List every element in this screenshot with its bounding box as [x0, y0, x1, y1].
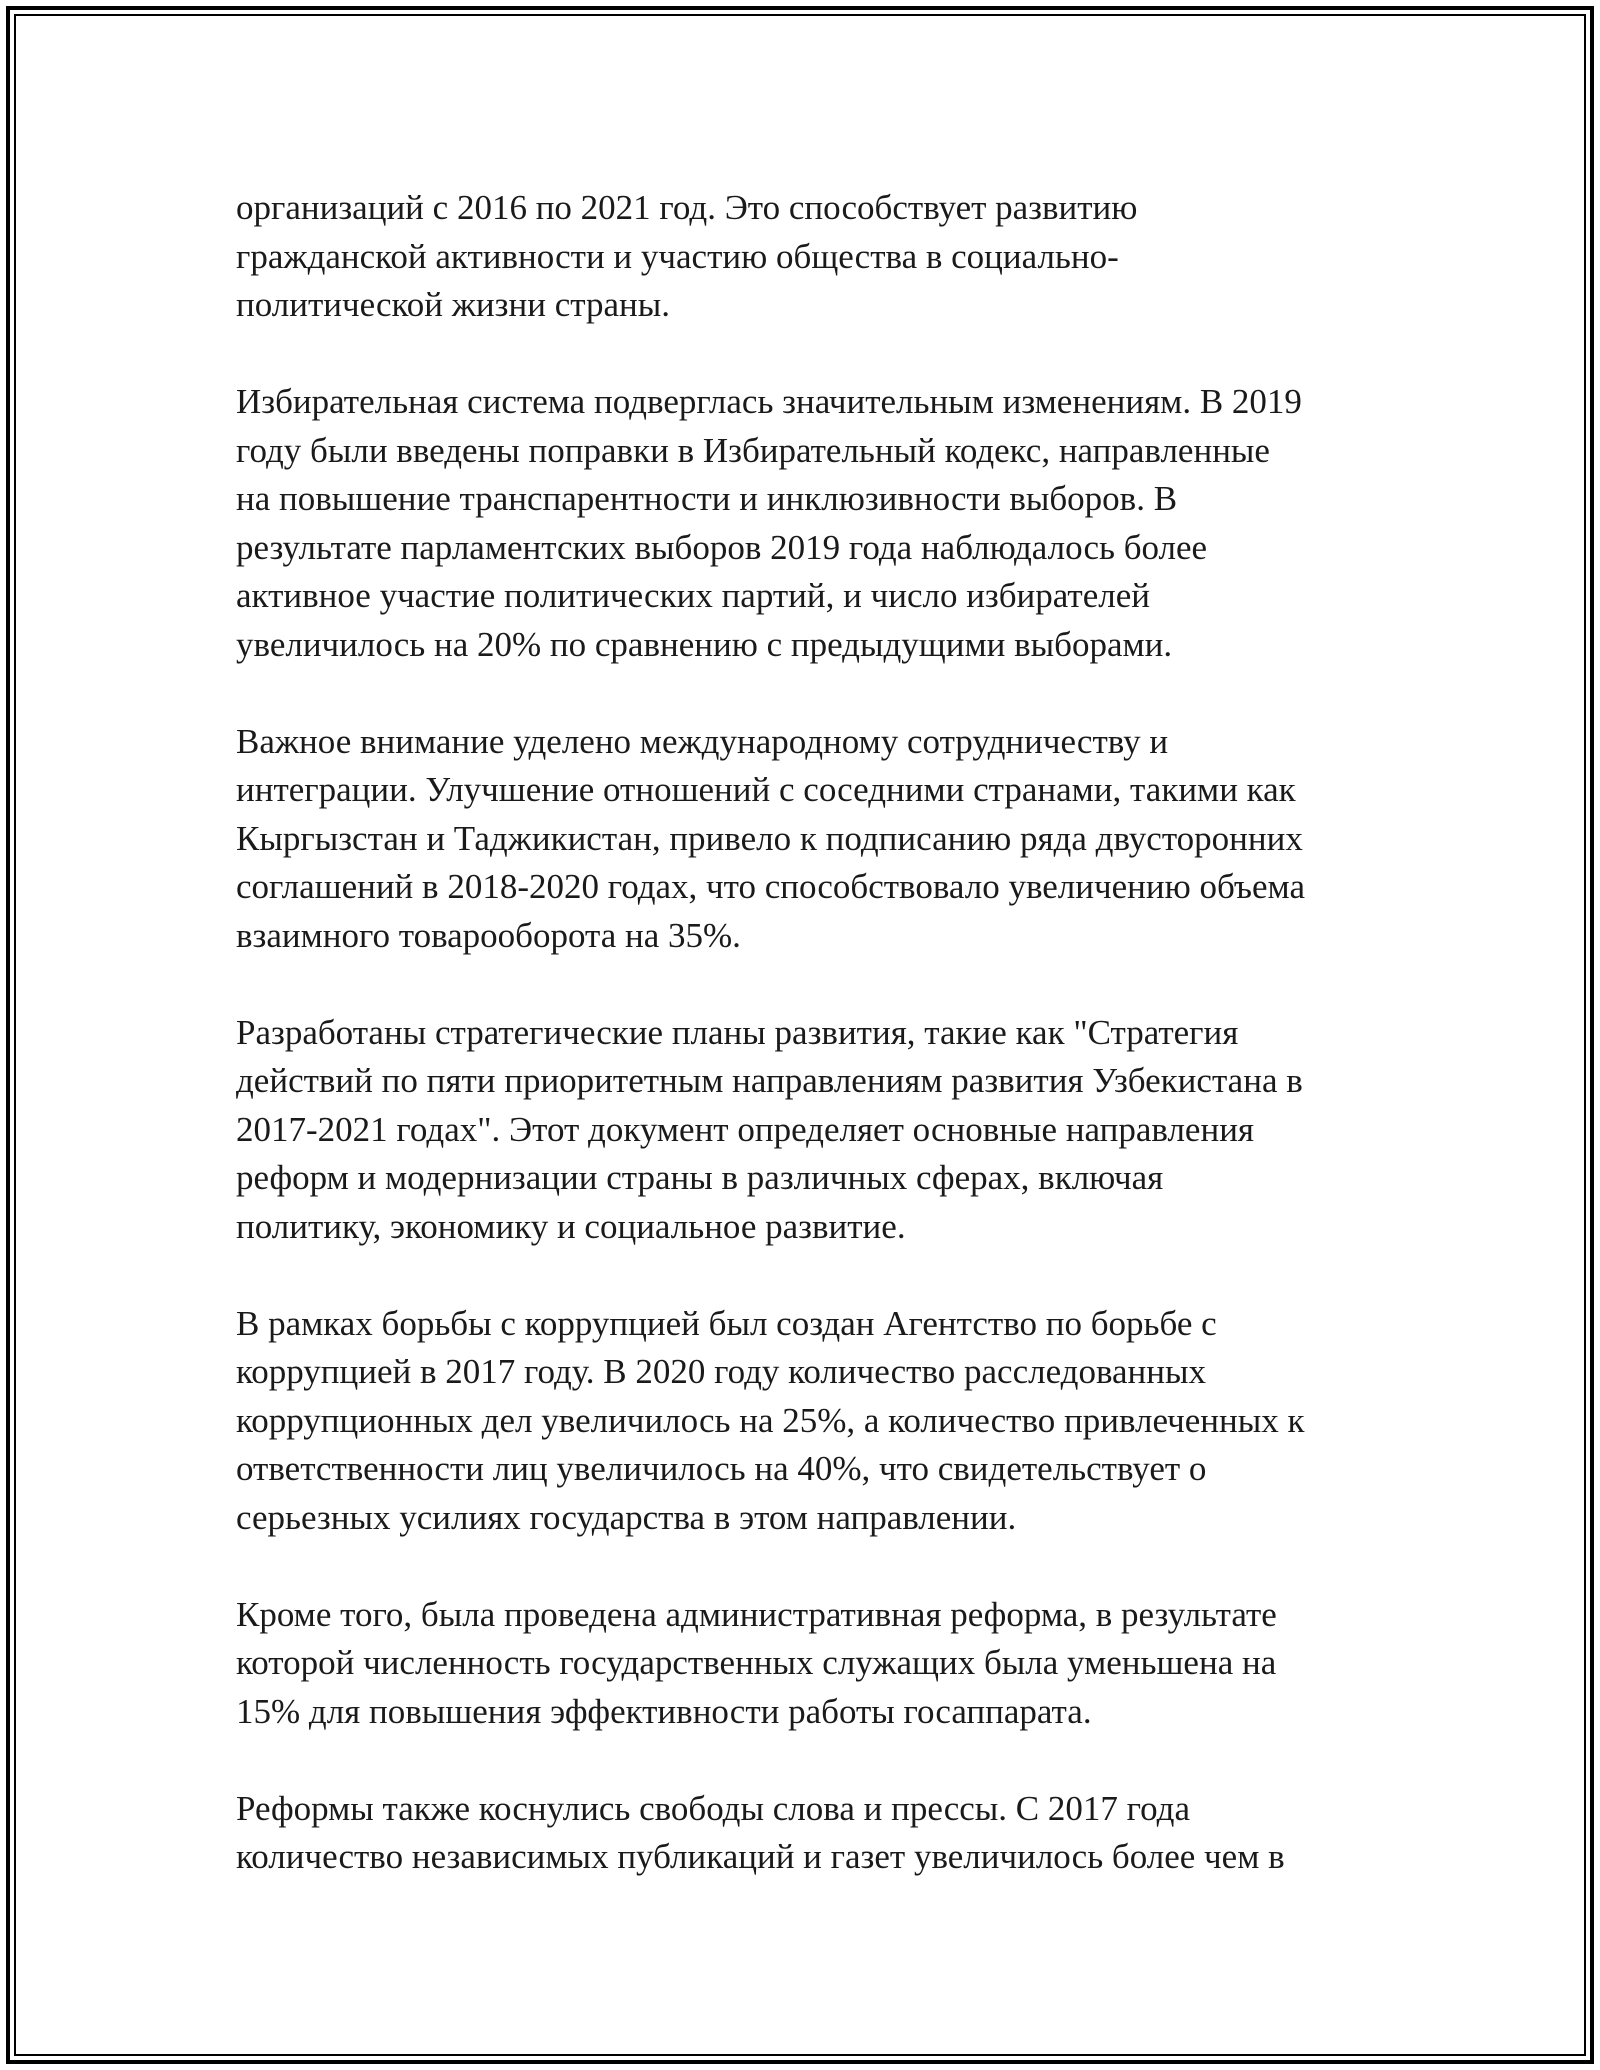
text-line: Кыргызстан и Таджикистан, привело к подписанию ряда двусторонних: [236, 818, 1303, 858]
paragraph-3: [236, 718, 1396, 961]
text-line: гражданской активности и участию общества в социально-: [236, 236, 1119, 276]
text-line: интеграции. Улучшение отношений с соседними странами, такими как: [236, 770, 1296, 809]
text-line: Избирательная система подверглась значительным изменениям. В 2019: [236, 382, 1302, 421]
text-line: действий по пяти приоритетным направлениям развития Узбекистана в: [236, 1061, 1303, 1100]
text-line: политической жизни страны.: [236, 285, 670, 324]
paragraph-6: [236, 1591, 1396, 1737]
text-line: ответственности лиц увеличилось на 40%, что свидетельствует о: [236, 1449, 1207, 1488]
text-line: соглашений в 2018-2020 годах, что способствовало увеличению объема: [236, 867, 1306, 906]
text-line: на повышение транспарентности и инклюзивности выборов. В: [236, 479, 1178, 518]
text-line: серьезных усилиях государства в этом направлении.: [236, 1497, 1017, 1537]
text-line: политику, экономику и социальное развитие.: [236, 1206, 906, 1246]
text-line: Реформы также коснулись свободы слова и прессы. С 2017 года: [236, 1788, 1190, 1828]
text-line: Кроме того, была проведена административная реформа, в результате: [236, 1594, 1277, 1634]
text-line: Важное внимание уделено международному сотрудничеству и: [236, 721, 1169, 761]
paragraph-2: [236, 378, 1396, 669]
paragraph-5: [236, 1300, 1396, 1543]
text-line: увеличилось на 20% по сравнению с предыдущими выборами.: [236, 624, 1173, 664]
document-body: [236, 184, 1396, 1930]
text-line: году были введены поправки в Избирательный кодекс, направленные: [236, 430, 1270, 470]
paragraph-1: [236, 184, 1396, 330]
text-line: активное участие политических партий, и число избирателей: [236, 576, 1150, 615]
text-line: коррупционных дел увеличилось на 25%, а количество привлеченных к: [236, 1400, 1305, 1440]
text-line: реформ и модернизации страны в различных сферах, включая: [236, 1158, 1164, 1197]
text-line: организаций с 2016 по 2021 год. Это способствует развитию: [236, 188, 1138, 227]
text-line: взаимного товарооборота на 35%.: [236, 915, 741, 955]
text-line: которой численность государственных служащих была уменьшена на: [236, 1643, 1277, 1682]
text-line: В рамках борьбы с коррупцией был создан Агентство по борьбе с: [236, 1303, 1217, 1343]
text-line: 2017-2021 годах". Этот документ определяет основные направления: [236, 1109, 1255, 1149]
text-line: результате парламентских выборов 2019 года наблюдалось более: [236, 527, 1208, 567]
text-line: 15% для повышения эффективности работы госаппарата.: [236, 1691, 1092, 1731]
text-line: Разработаны стратегические планы развития, такие как "Стратегия: [236, 1012, 1239, 1052]
paragraph-7: [236, 1785, 1396, 1882]
paragraph-4: [236, 1009, 1396, 1252]
text-line: коррупцией в 2017 году. В 2020 году количество расследованных: [236, 1352, 1207, 1391]
text-line: количество независимых публикаций и газет увеличилось более чем в: [236, 1837, 1285, 1876]
